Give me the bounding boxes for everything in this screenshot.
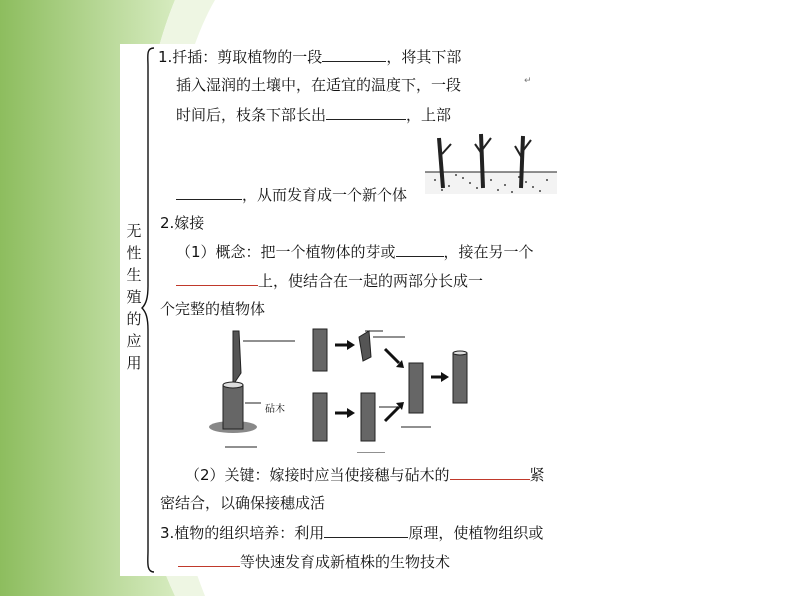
grafting-key-line-2: 密结合，以确保接穗成活: [160, 494, 326, 512]
blank-tissue-2: [178, 552, 240, 567]
cutting-line-3: [176, 105, 451, 124]
return-mark-icon: ↵: [524, 76, 532, 86]
blank-cutting-3: [176, 185, 242, 200]
blank-cutting-1: [322, 47, 386, 62]
text: 上，使结合在一起的两部分长成一: [258, 272, 484, 290]
cutting-line-4: [176, 185, 407, 204]
text: ，将其下部: [386, 48, 462, 66]
category-char: 生: [126, 266, 142, 284]
category-char: 性: [126, 244, 142, 262]
text: 时间后，枝条下部长出: [176, 106, 327, 124]
text: 紧: [529, 466, 545, 484]
grafting-concept-line-3: 个完整的植物体: [160, 300, 266, 318]
text: 等快速发育成新植株的生物技术: [240, 553, 451, 571]
cutting-line-1: [158, 47, 461, 66]
grafting-concept-line-2: [176, 271, 483, 290]
category-char: 用: [126, 354, 142, 372]
blank-grafting-2: [176, 271, 258, 286]
tissue-culture-line-2: [178, 552, 450, 571]
cutting-line-2: 插入湿润的土壤中，在适宜的温度下，一段: [176, 76, 462, 94]
grafting-illustration: [205, 323, 485, 453]
text: （1）概念：把一个植物体的芽或: [176, 243, 396, 261]
text: （2）关键：嫁接时应当使接穗与砧木的: [185, 466, 450, 484]
blank-tissue-1: [324, 523, 408, 538]
rootstock-label: 砧木: [265, 404, 285, 415]
grafting-key-line-1: [185, 465, 545, 484]
blank-grafting-1: [396, 242, 444, 257]
grafting-title: 2.嫁接: [160, 214, 205, 232]
blank-cutting-2: [326, 105, 406, 120]
tissue-culture-line-1: [160, 523, 543, 542]
text: 原理，使植物组织或: [408, 524, 544, 542]
text: ，上部: [406, 106, 452, 124]
text: ，从而发育成一个新个体: [242, 186, 408, 204]
category-char: 的: [126, 310, 142, 328]
text: ，接在另一个: [443, 243, 534, 261]
category-char: 无: [126, 222, 142, 240]
blank-grafting-3: [450, 465, 530, 480]
text: 3.植物的组织培养：利用: [160, 524, 325, 542]
cutting-illustration: [425, 130, 557, 196]
category-label: [124, 220, 144, 374]
category-char: 应: [126, 332, 142, 350]
text: 1.扦插：剪取植物的一段: [158, 48, 323, 66]
grafting-concept-line-1: [176, 242, 534, 261]
category-char: 殖: [126, 288, 142, 306]
